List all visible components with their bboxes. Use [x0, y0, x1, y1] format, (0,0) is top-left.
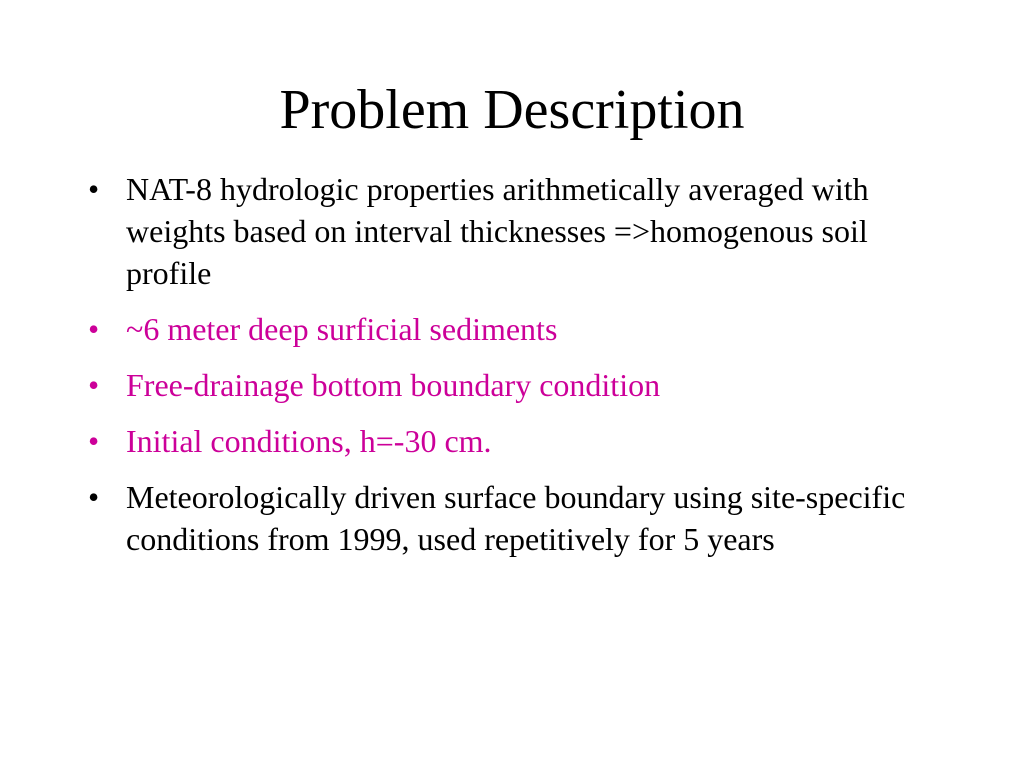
bullet-text: NAT-8 hydrologic properties arithmetically averaged with weights based on interval thicknesses =>homogenous soil profile — [126, 171, 869, 291]
bullet-item — [88, 168, 938, 294]
bullet-item — [88, 308, 938, 350]
bullet-list — [88, 168, 938, 574]
bullet-icon: • — [88, 171, 100, 207]
bullet-icon: • — [88, 311, 100, 347]
bullet-icon: • — [88, 367, 100, 403]
bullet-item — [88, 420, 938, 462]
bullet-item — [88, 364, 938, 406]
slide-title: Problem Description — [279, 79, 745, 141]
bullet-item — [88, 476, 938, 560]
bullet-text: Free-drainage bottom boundary condition — [126, 367, 661, 403]
bullet-text: Meteorologically driven surface boundary using site-specific conditions from 1999, used repetitively for 5 years — [126, 479, 906, 557]
bullet-icon: • — [88, 479, 100, 515]
bullet-icon: • — [88, 423, 100, 459]
bullet-text: Initial conditions, h=-30 cm. — [126, 423, 492, 459]
bullet-text: ~6 meter deep surficial sediments — [126, 311, 558, 347]
